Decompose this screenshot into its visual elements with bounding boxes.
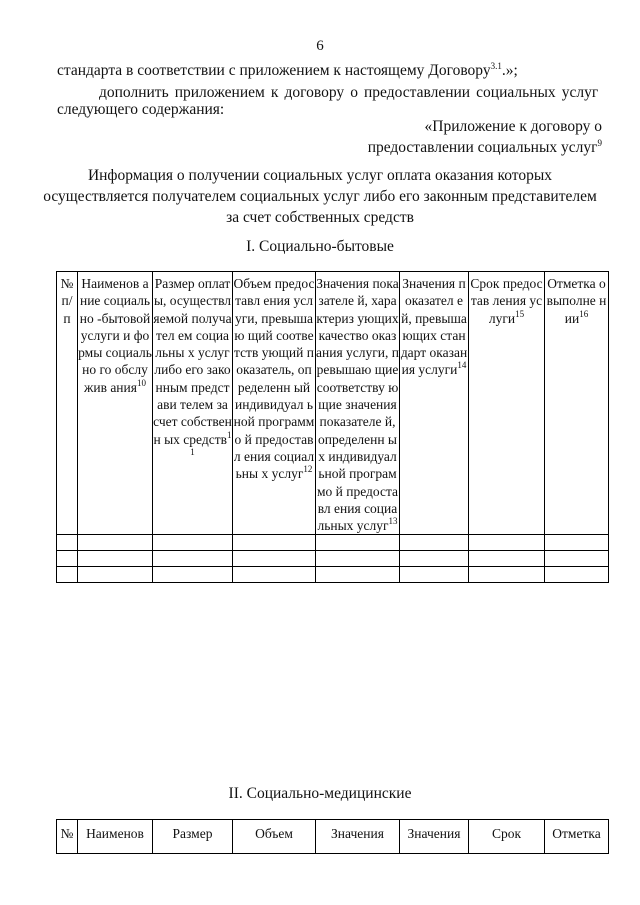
table-social-medical	[56, 819, 609, 854]
table-social-household	[56, 271, 609, 583]
col-header-payment-amount: Размер	[153, 820, 233, 854]
col-header-standard-values: Значения показател ей, превыша ющих стандарт оказания услуги$^{14}$	[400, 272, 469, 535]
table-header-row	[57, 272, 609, 535]
info-title	[0, 165, 640, 228]
col-header-quality-values: Значения	[316, 820, 400, 854]
table-row	[57, 567, 609, 583]
appendix-line-2: предоставлении социальных услуг$^9$	[367, 138, 602, 156]
col-header-completion-mark: Отметка о выполне нии$^{16}$	[545, 272, 609, 535]
intro-line-3: следующего содержания:	[57, 101, 225, 118]
col-header-payment-amount: Размер оплаты, осуществл яемой получател ем социальны х услуг либо его законным представи телем за счет собственн ых средств$^{11}$	[153, 272, 233, 535]
section-1-title: I. Социально-бытовые	[246, 238, 394, 255]
col-header-completion-mark: Отметка	[545, 820, 609, 854]
col-header-volume: Объем	[233, 820, 316, 854]
section-2-title: II. Социально-медицинские	[228, 785, 412, 802]
col-header-volume: Объем предоставл ения услуги, превышаю щий соответств ующий показатель, определенн ый индивидуал ьной программо й предоставл ения социальны х услуг$^{12}$	[233, 272, 316, 535]
col-header-quality-values: Значения показателе й, характериз ующих качество оказания услуги, превышаю щие соответству ющие значения показателе й, определенн ых индивидуал ьной программо й предоставл ения социальных услуг$^{13}$	[316, 272, 400, 535]
appendix-line-1: «Приложение к договору о	[424, 118, 602, 135]
footnote-ref-3-1: 3.1	[490, 61, 502, 71]
intro-line-2: дополнить приложением к договору о предоставлении социальных услуг	[99, 84, 599, 101]
intro-line-1-end: .»;	[501, 62, 518, 79]
col-header-term: Срок	[469, 820, 545, 854]
intro-line-1	[57, 62, 518, 80]
col-header-number: № п/ п	[57, 272, 78, 535]
table-row	[57, 551, 609, 567]
info-title-line-1: Информация о получении социальных услуг оплата оказания которых	[87, 167, 553, 184]
footnote-ref-9: 9	[597, 138, 602, 148]
col-header-service-name: Наименов ание социально -бытовой услуги и формы социально го обслужив ания$^{10}$	[78, 272, 153, 535]
col-header-service-name: Наименов	[78, 820, 153, 854]
col-header-standard-values: Значения	[400, 820, 469, 854]
intro-line-1-text: стандарта в соответствии с приложением к настоящему Договору	[57, 62, 491, 79]
info-title-line-2: осуществляется получателем социальных услуг либо его законным представителем	[43, 188, 597, 205]
page-number: 6	[316, 38, 324, 54]
table-header-row	[57, 820, 609, 854]
col-header-term: Срок предостав ления услуги$^{15}$	[469, 272, 545, 535]
appendix-reference	[368, 116, 602, 158]
table-row	[57, 535, 609, 551]
info-title-line-3: за счет собственных средств	[226, 209, 414, 226]
col-header-number: №	[57, 820, 78, 854]
